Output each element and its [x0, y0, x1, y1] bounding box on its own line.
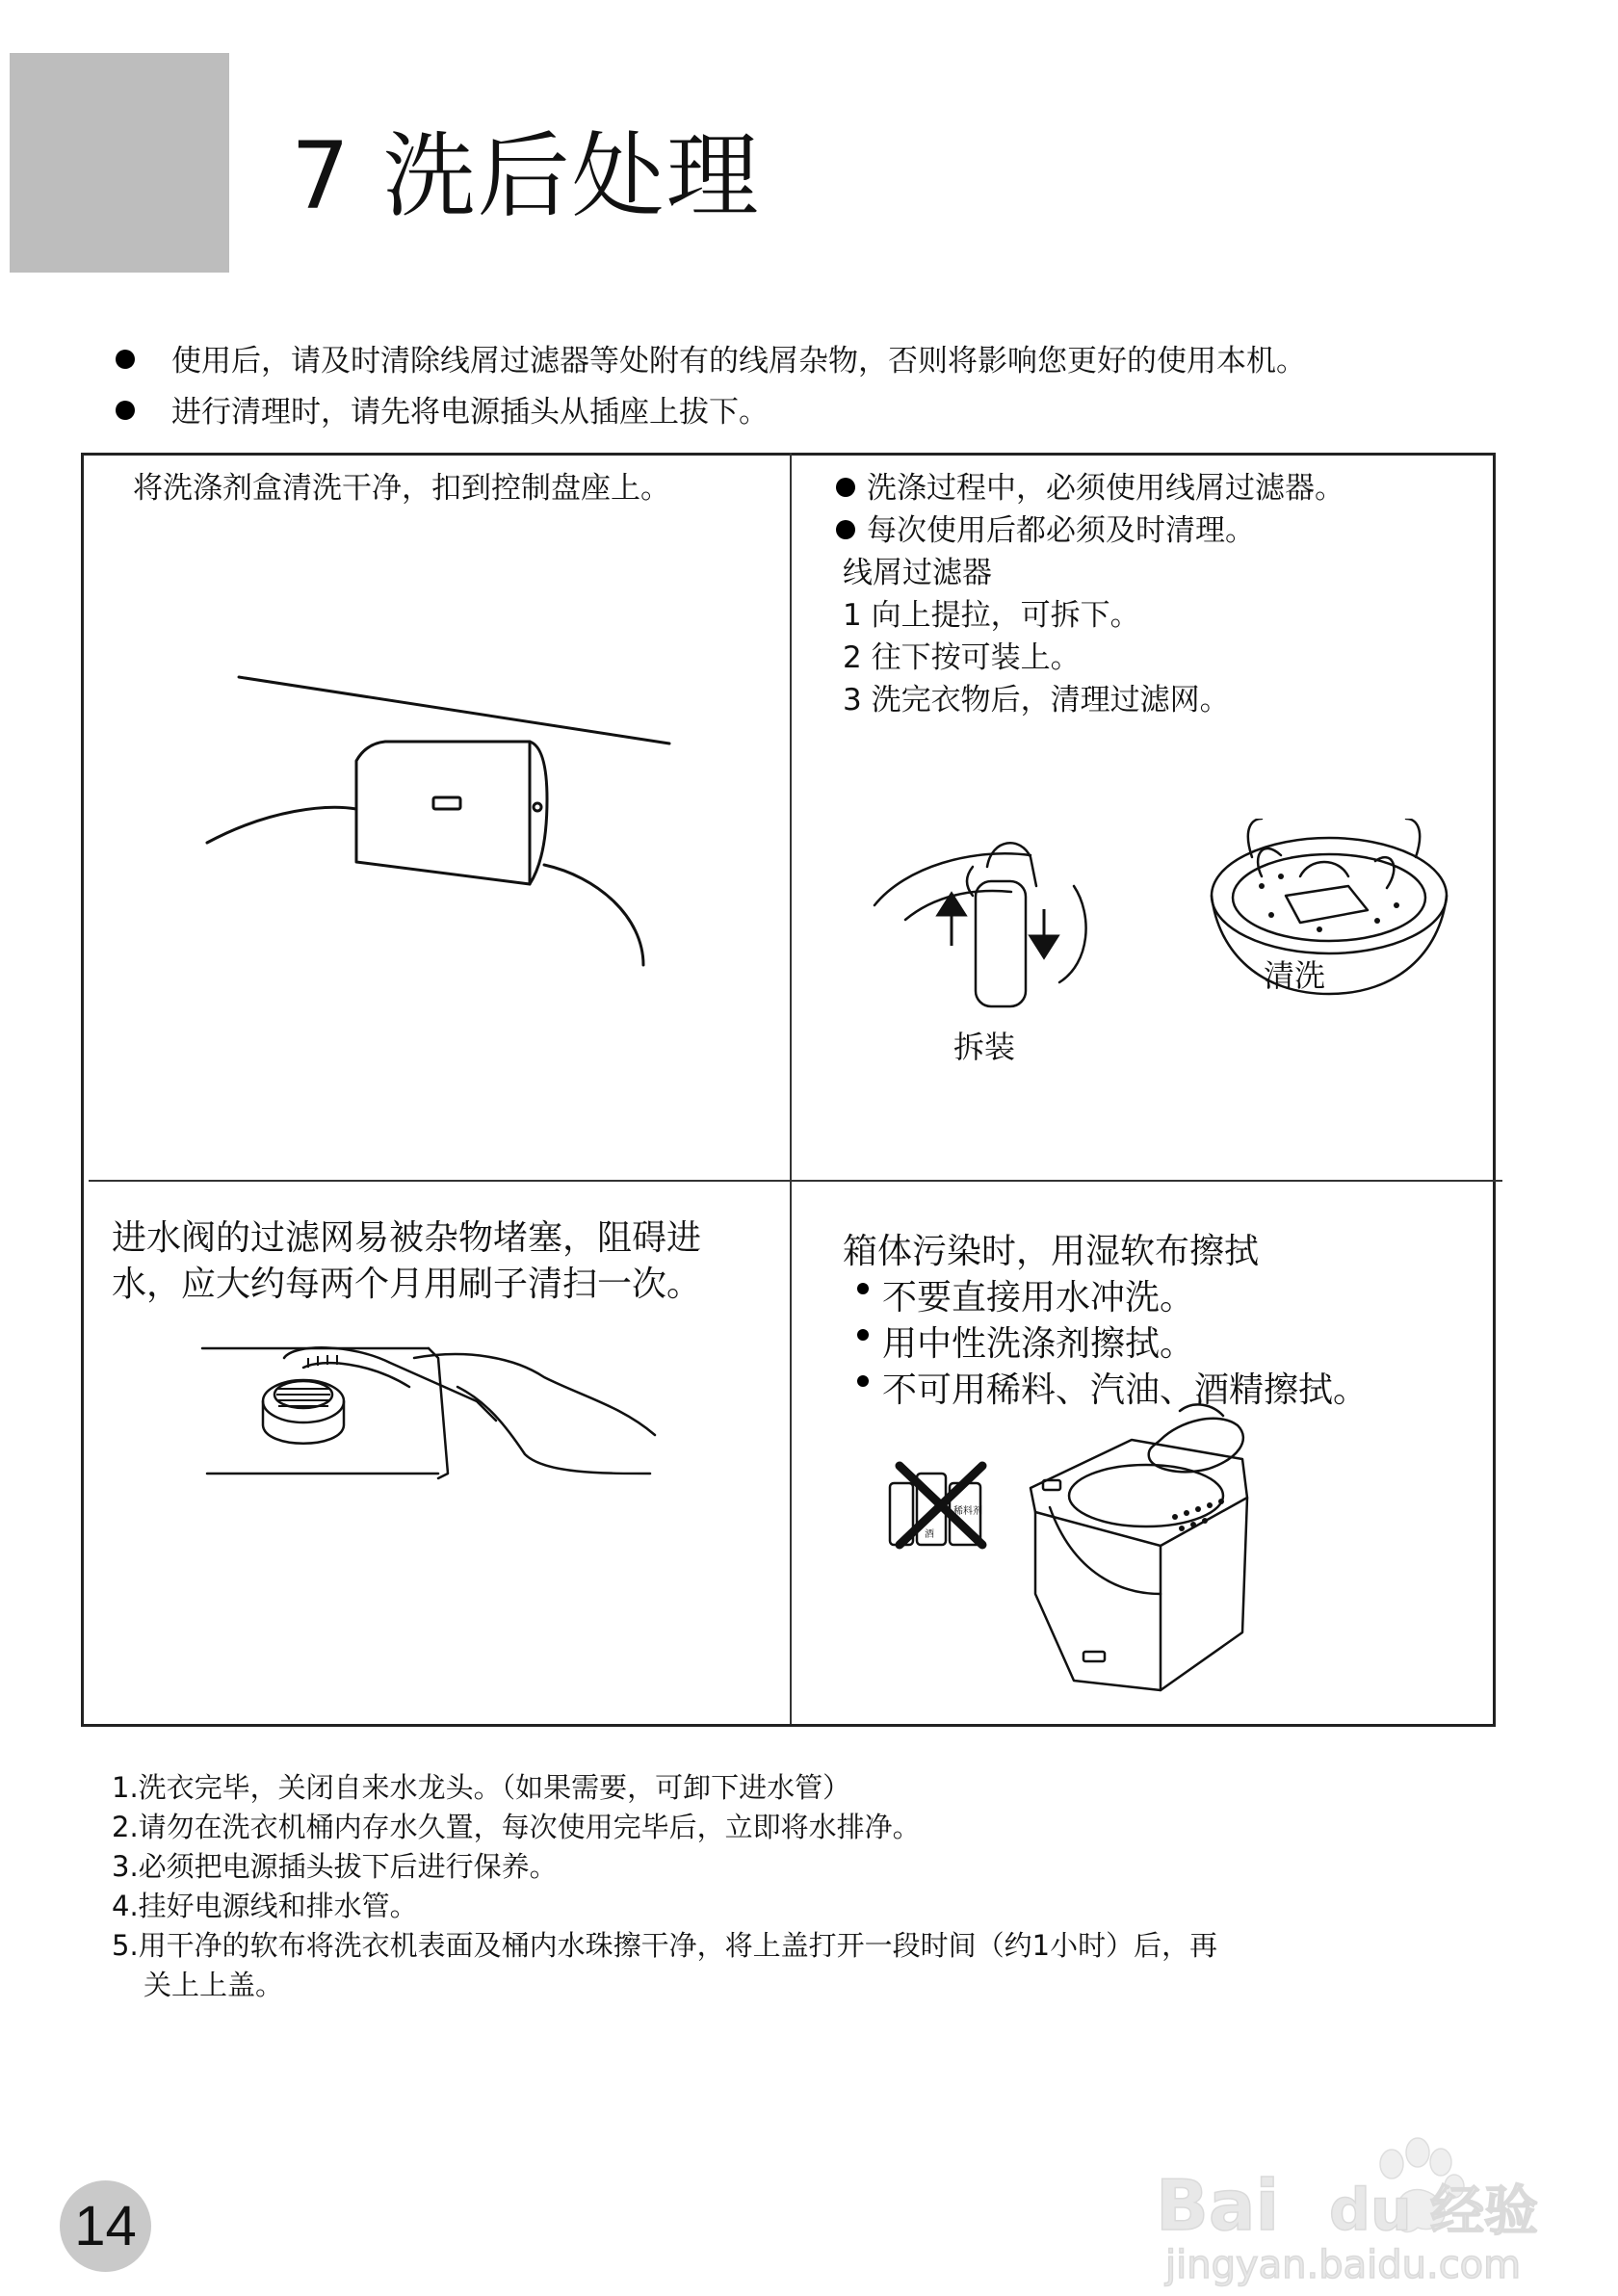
bullet-icon: [857, 1329, 869, 1341]
label-remove: 拆装: [953, 1029, 1016, 1065]
cabinet-title: 箱体污染时，用湿软布擦拭: [843, 1232, 1260, 1271]
inlet-filter-text-line2: 水，应大约每两个月用刷子清扫一次。: [112, 1265, 702, 1304]
note-item: 关上上盖。: [144, 1969, 284, 2001]
grid-divider-horizontal: [89, 1180, 1502, 1182]
note-item: 2.请勿在洗衣机桶内存水久置，每次使用完毕后，立即将水排净。: [112, 1811, 921, 1843]
bullet-icon: [857, 1283, 869, 1294]
header-gray-block: [10, 53, 229, 273]
intro-text: 使用后，请及时清除线屑过滤器等处附有的线屑杂物，否则将影响您更好的使用本机。: [171, 344, 1306, 378]
solvent-can-label: 酒: [925, 1529, 934, 1540]
watermark-cn: 经验: [1430, 2180, 1538, 2243]
no-solvents-icon: [886, 1454, 997, 1551]
note-item: 1.洗衣完毕，关闭自来水龙头。（如果需要，可卸下进水管）: [112, 1771, 851, 1804]
solvent-can-label: 稀料剂: [953, 1506, 982, 1517]
watermark-url: jingyan.baidu.com: [1165, 2243, 1522, 2287]
lint-bullet-text: 洗涤过程中，必须使用线屑过滤器。: [867, 471, 1344, 506]
lint-step: 3 洗完衣物后，清理过滤网。: [843, 683, 1230, 718]
lint-filter-instructions: [836, 467, 1491, 718]
page-title: 7 洗后处理: [291, 122, 761, 230]
grid-divider-vertical: [790, 453, 792, 1724]
lint-step: 2 往下按可装上。: [843, 640, 1081, 675]
watermark-brand-suffix: du: [1329, 2177, 1412, 2244]
label-wash: 清洗: [1264, 957, 1326, 994]
bullet-icon: [836, 520, 855, 539]
cabinet-bullet-text: 用中性洗涤剂擦拭。: [882, 1324, 1195, 1364]
note-item: 5.用干净的软布将洗衣机表面及桶内水珠擦干净，将上盖打开一段时间（约1小时）后，再: [112, 1929, 1218, 1962]
inlet-filter-brush-illustration: [197, 1329, 665, 1493]
inlet-filter-text-line1: 进水阀的过滤网易被杂物堵塞，阻碍进: [112, 1218, 702, 1258]
lint-bullet-text: 每次使用后都必须及时清理。: [867, 513, 1255, 548]
page-number: 14: [74, 2195, 137, 2257]
lint-subtitle: 线屑过滤器: [843, 556, 992, 590]
filter-removal-illustration: [867, 828, 1108, 1011]
lint-step: 1 向上提拉，可拆下。: [843, 598, 1140, 633]
washing-machine-illustration: [1016, 1401, 1257, 1700]
bullet-icon: [116, 401, 135, 420]
cabinet-bullet-text: 不要直接用水冲洗。: [882, 1278, 1195, 1318]
intro-text: 进行清理时，请先将电源插头从插座上拔下。: [171, 395, 769, 430]
note-item: 3.必须把电源插头拔下后进行保养。: [112, 1850, 558, 1883]
detergent-box-text: 将洗涤剂盒清洗干净，扣到控制盘座上。: [133, 471, 670, 506]
filter-washing-illustration: [1204, 819, 1454, 1002]
detergent-box-illustration: [183, 665, 684, 982]
cabinet-bullet-text: 不可用稀料、汽油、酒精擦拭。: [882, 1370, 1369, 1410]
watermark-brand: Bai: [1156, 2165, 1280, 2246]
bullet-icon: [857, 1375, 869, 1387]
bullet-icon: [116, 350, 135, 369]
baidu-watermark-logo: [1146, 2124, 1551, 2287]
note-item: 4.挂好电源线和排水管。: [112, 1890, 418, 1922]
bullet-icon: [836, 478, 855, 497]
